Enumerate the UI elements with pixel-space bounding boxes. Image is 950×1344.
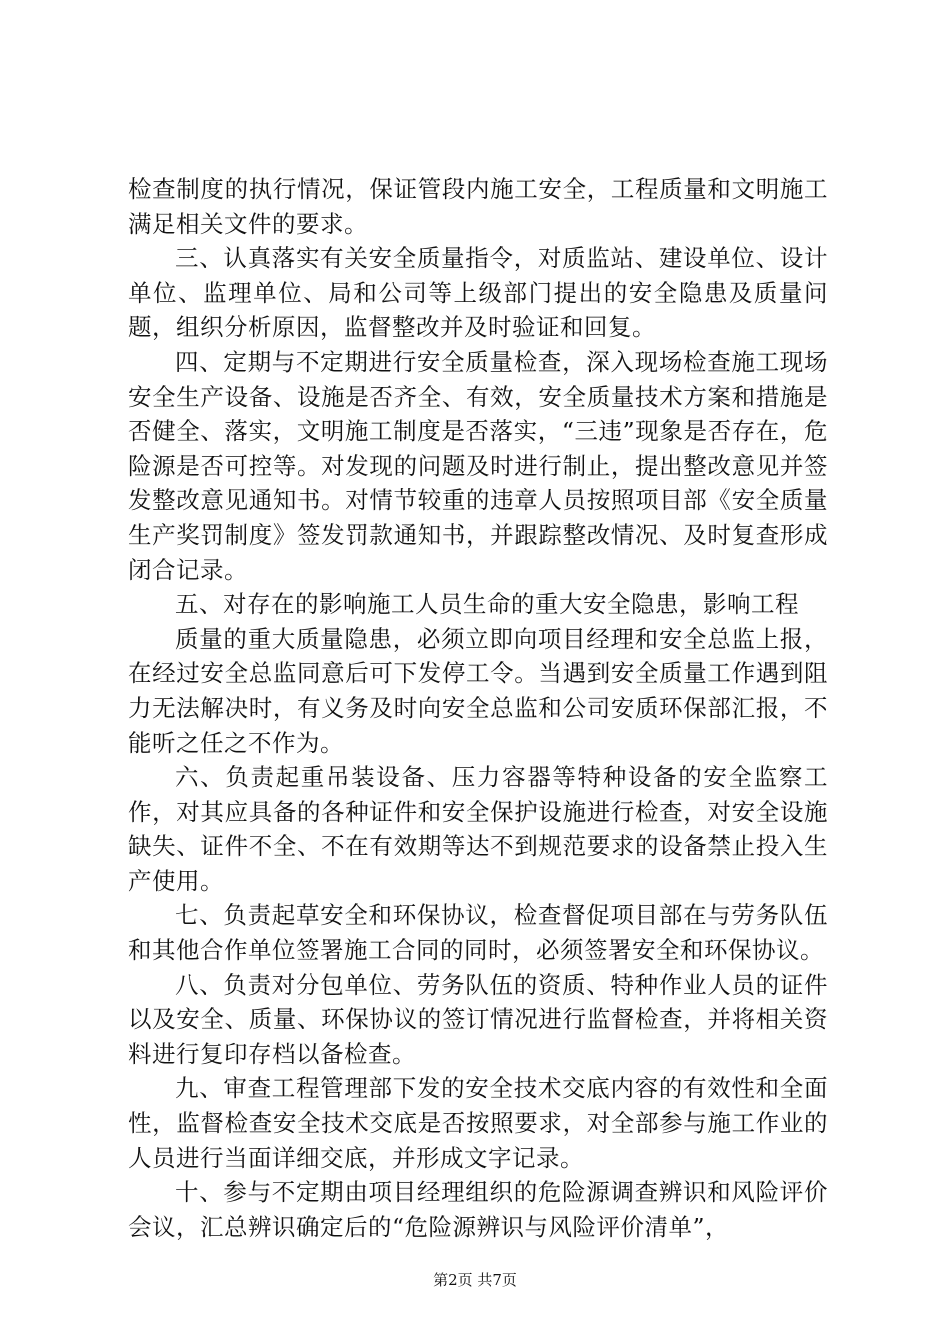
paragraph-item-3: 三、认真落实有关安全质量指令，对质监站、建设单位、设计单位、监理单位、局和公司等上级部门提出的安全隐患及质量问题，组织分析原因，监督整改并及时验证和回复。 — [128, 244, 828, 342]
page-footer — [0, 1270, 950, 1290]
paragraph-item-5-continued: 质量的重大质量隐患，必须立即向项目经理和安全总监上报，在经过安全总监同意后可下发停工令。当遇到安全质量工作遇到阻力无法解决时，有义务及时向安全总监和公司安质环保部汇报，不能听之任之不作为。 — [128, 624, 828, 757]
paragraph-item-5: 五、对存在的影响施工人员生命的重大安全隐患，影响工程 — [175, 590, 799, 619]
paragraph-item-7: 七、负责起草安全和环保协议，检查督促项目部在与劳务队伍和其他合作单位签署施工合同的同时，必须签署安全和环保协议。 — [128, 901, 828, 965]
paragraph-item-4: 四、定期与不定期进行安全质量检查，深入现场检查施工现场安全生产设备、设施是否齐全、有效，安全质量技术方案和措施是否健全、落实，文明施工制度是否落实，“三违”现象是否存在，危险源是否可控等。对发现的问题及时进行制止，提出整改意见并签发整改意见通知书。对情节较重的违章人员按照项目部《安全质量生产奖罚制度》签发罚款通知书，并跟踪整改情况、及时复查形成闭合记录。 — [128, 347, 828, 584]
paragraph-item-9: 九、审查工程管理部下发的安全技术交底内容的有效性和全面性，监督检查安全技术交底是否按照要求，对全部参与施工作业的人员进行当面详细交底，并形成文字记录。 — [128, 1074, 828, 1172]
document-body — [128, 172, 828, 1244]
paragraph-item-10: 十、参与不定期由项目经理组织的危险源调查辨识和风险评价会议，汇总辨识确定后的“危险源辨识与风险评价清单”， — [128, 1178, 828, 1241]
paragraph-continuation: 检查制度的执行情况，保证管段内施工安全，工程质量和文明施工满足相关文件的要求。 — [128, 175, 828, 238]
paragraph-item-6: 六、负责起重吊装设备、压力容器等特种设备的安全监察工作，对其应具备的各种证件和安全保护设施进行检查，对安全设施缺失、证件不全、不在有效期等达不到规范要求的设备禁止投入生产使用。 — [128, 763, 828, 895]
paragraph-item-8: 八、负责对分包单位、劳务队伍的资质、特种作业人员的证件以及安全、质量、环保协议的签订情况进行监督检查，并将相关资料进行复印存档以备检查。 — [128, 970, 828, 1068]
page-number: 第2页 共7页 — [433, 1271, 517, 1289]
